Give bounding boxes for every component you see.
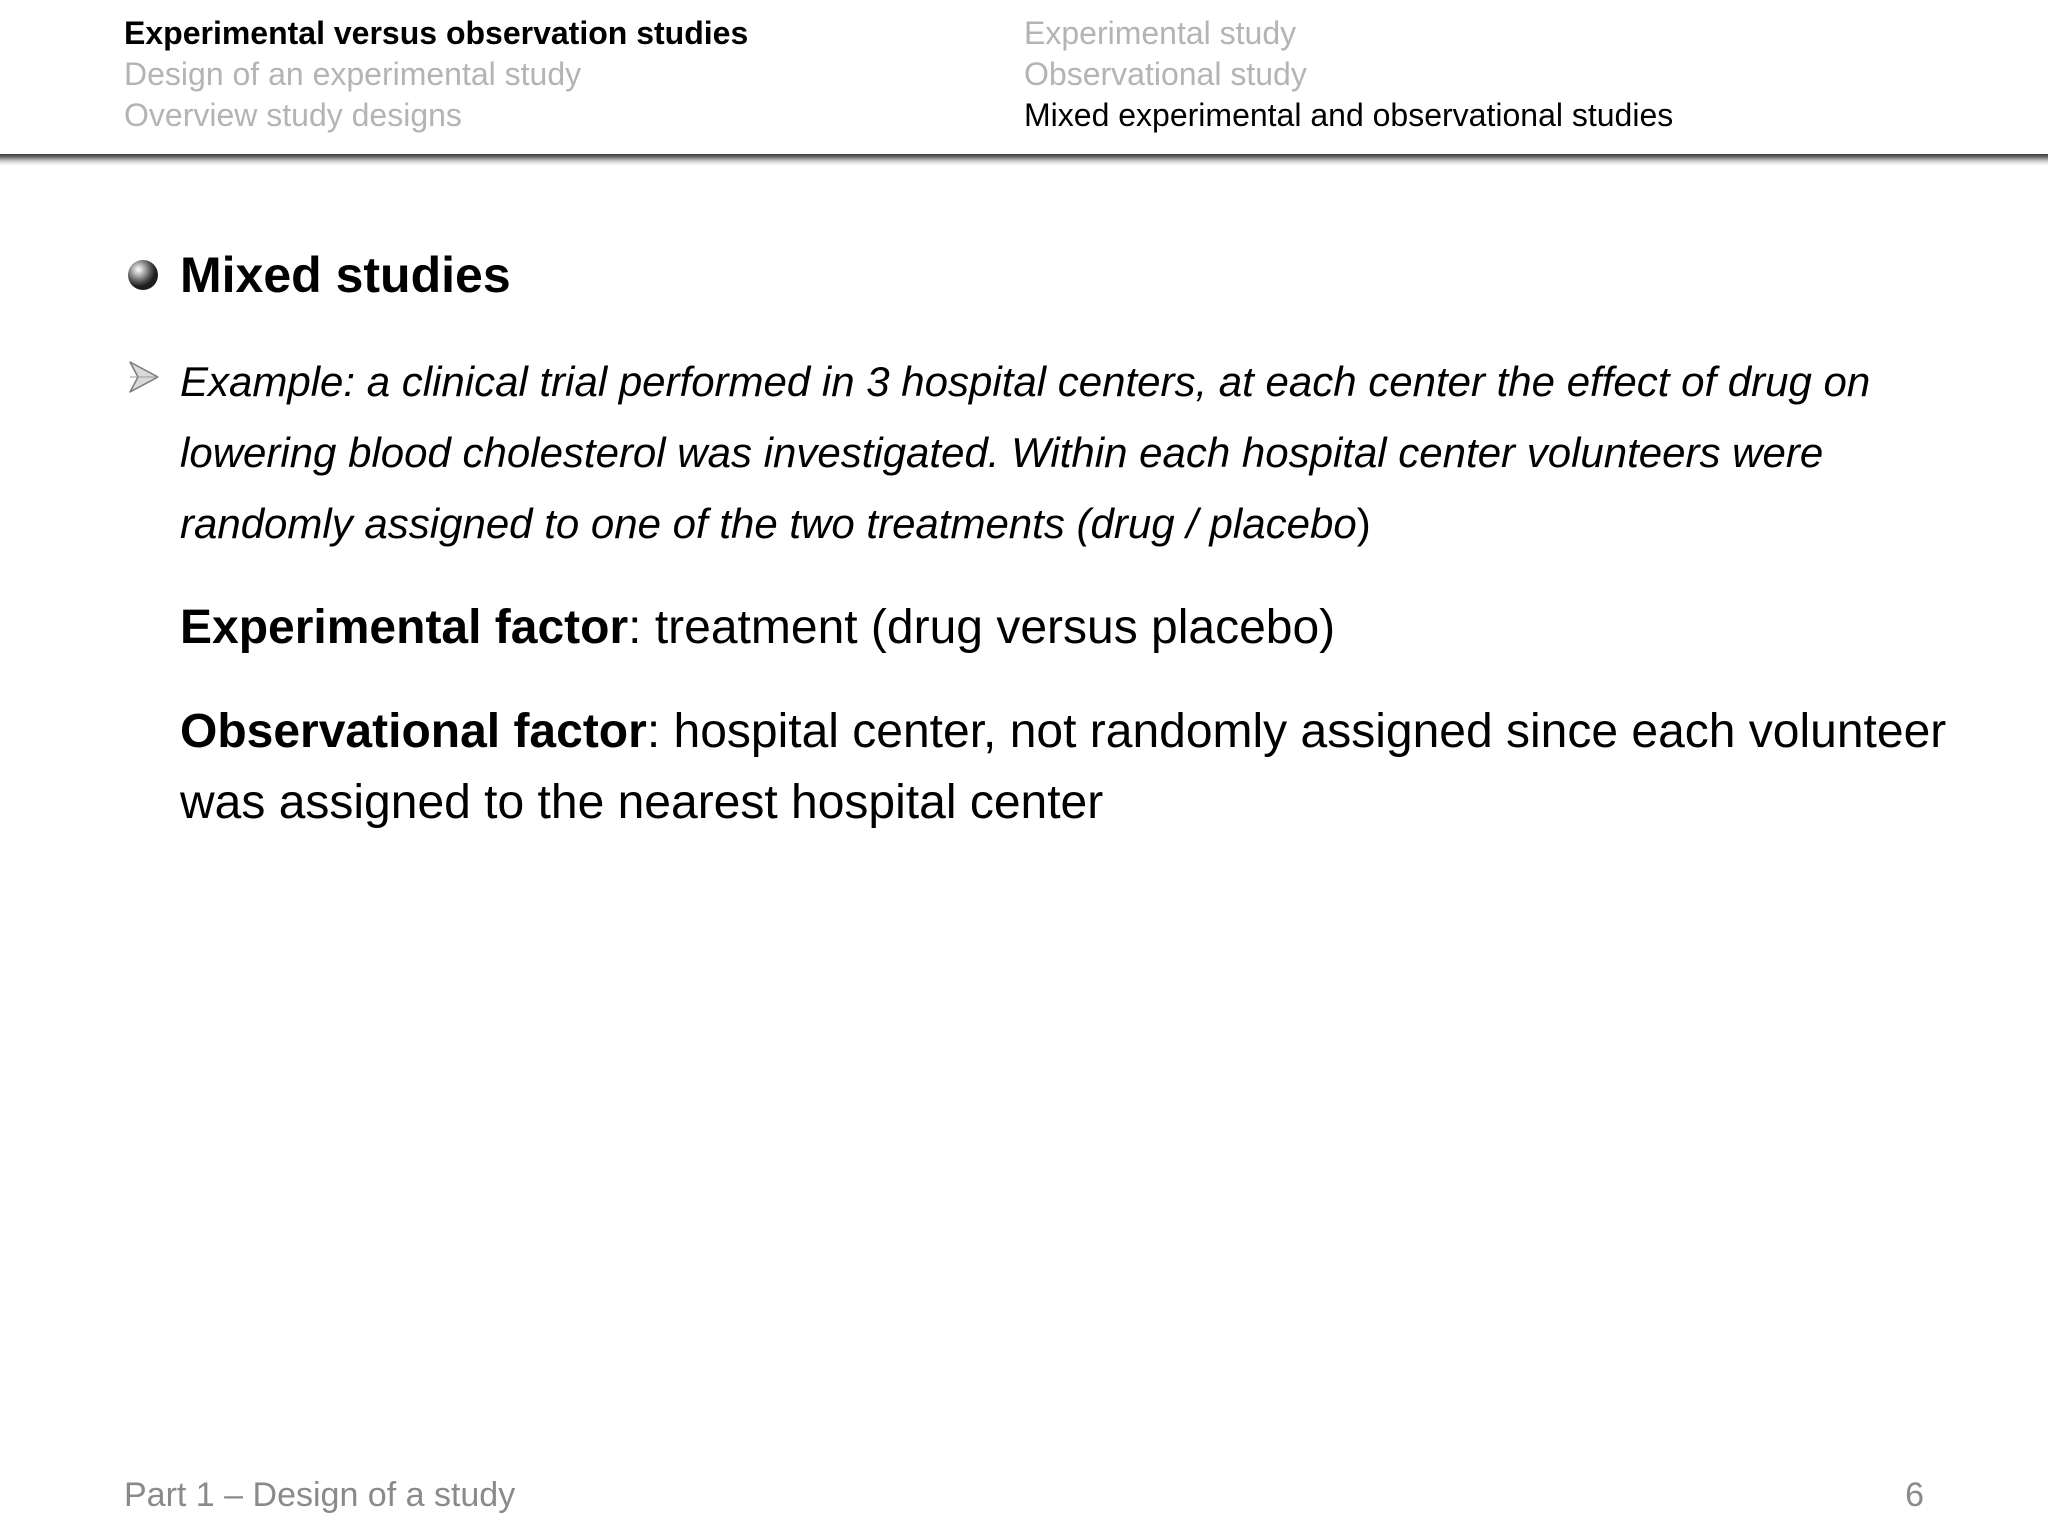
nav-sub-mixed-studies[interactable]: Mixed experimental and observational studies <box>1024 97 1674 133</box>
sphere-bullet-icon <box>128 260 158 290</box>
observational-factor-term: Observational factor <box>180 705 647 758</box>
observational-factor-text: hospital center, not randomly assigned since each volunteer was assigned to the nearest hospital center <box>180 705 1947 829</box>
footer-part-title: Part 1 – Design of a study <box>124 1476 516 1514</box>
experimental-factor-line <box>180 592 1980 663</box>
arrowhead-bullet-icon <box>128 360 160 394</box>
example-text <box>180 346 1968 559</box>
nav-section-experimental-vs-observation[interactable]: Experimental versus observation studies <box>124 15 749 51</box>
example-bullet-item <box>128 346 1968 559</box>
nav-subsections <box>1024 13 1673 136</box>
nav-section-design-experimental[interactable]: Design of an experimental study <box>124 56 582 92</box>
nav-sub-observational-study[interactable]: Observational study <box>1024 56 1307 92</box>
experimental-factor-term: Experimental factor <box>180 601 629 654</box>
experimental-factor-text: treatment (drug versus placebo) <box>641 601 1336 654</box>
navigation-header <box>0 0 2048 156</box>
example-italic-text: Example: a clinical trial performed in 3 hospital centers, at each center the effect of drug on lowering blood cholesterol was investigated. Within each hospital center volunteers were randomly assigned to one of the two treatments (drug / placebo <box>180 358 1871 547</box>
nav-sections <box>124 13 748 136</box>
observational-factor-separator: : <box>646 705 661 758</box>
footer-page-number: 6 <box>1905 1476 1924 1514</box>
observational-factor-line <box>180 696 1980 838</box>
heading-bullet-item <box>128 238 511 312</box>
nav-section-overview-designs[interactable]: Overview study designs <box>124 97 462 133</box>
nav-sub-experimental-study[interactable]: Experimental study <box>1024 15 1297 51</box>
experimental-factor-separator: : <box>628 601 642 654</box>
example-close-paren: ) <box>1356 500 1371 547</box>
slide-heading: Mixed studies <box>180 247 511 303</box>
header-divider <box>0 154 2048 166</box>
